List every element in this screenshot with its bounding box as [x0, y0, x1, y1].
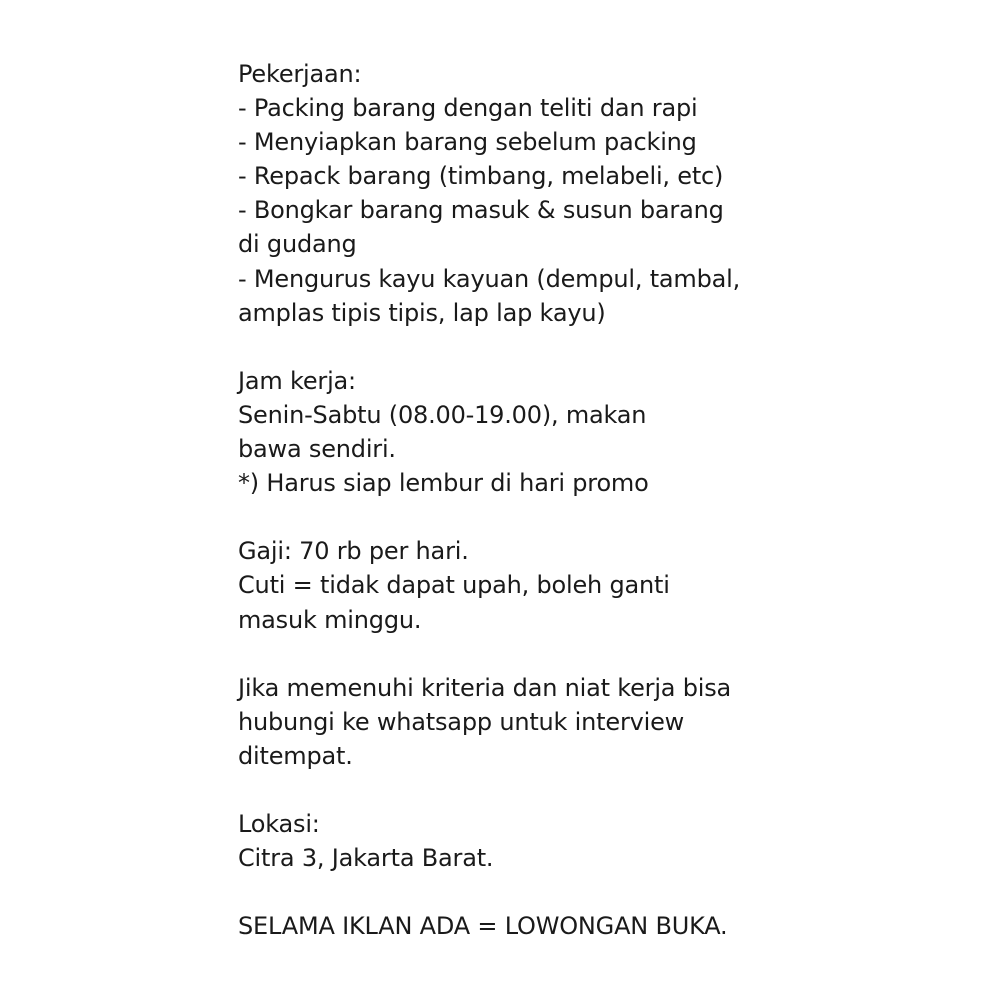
job-duty-line: di gudang: [238, 230, 357, 259]
salary-line: masuk minggu.: [238, 605, 422, 634]
job-duty-line: - Packing barang dengan teliti dan rapi: [238, 94, 698, 123]
job-duty-line: amplas tipis tipis, lap lap kayu): [238, 298, 606, 327]
salary-line: Gaji: 70 rb per hari.: [238, 537, 469, 566]
job-heading: Pekerjaan:: [238, 60, 362, 88]
job-ad-text: [238, 57, 798, 943]
contact-line: Jika memenuhi kriteria dan niat kerja bisa: [238, 673, 732, 702]
job-duty-line: - Repack barang (timbang, melabeli, etc): [238, 162, 724, 191]
salary-line: Cuti = tidak dapat upah, boleh ganti: [238, 571, 670, 600]
job-duty-line: - Menyiapkan barang sebelum packing: [238, 128, 697, 157]
section-spacer: [238, 500, 798, 534]
section-spacer: [238, 637, 798, 671]
location-line: Citra 3, Jakarta Barat.: [238, 844, 494, 873]
section-spacer: [238, 875, 798, 909]
hours-heading: Jam kerja:: [238, 366, 356, 395]
contact-line: ditempat.: [238, 741, 353, 770]
job-duty-line: - Bongkar barang masuk & susun barang: [238, 196, 724, 225]
footer-notice: SELAMA IKLAN ADA = LOWONGAN BUKA.: [238, 912, 728, 941]
hours-line: Senin-Sabtu (08.00-19.00), makan: [238, 400, 647, 429]
contact-line: hubungi ke whatsapp untuk interview: [238, 707, 685, 736]
section-spacer: [238, 773, 798, 807]
hours-line: *) Harus siap lembur di hari promo: [238, 469, 649, 498]
job-duty-line: - Mengurus kayu kayuan (dempul, tambal,: [238, 264, 741, 293]
section-spacer: [238, 330, 798, 364]
hours-line: bawa sendiri.: [238, 435, 396, 464]
location-heading: Lokasi:: [238, 810, 320, 839]
